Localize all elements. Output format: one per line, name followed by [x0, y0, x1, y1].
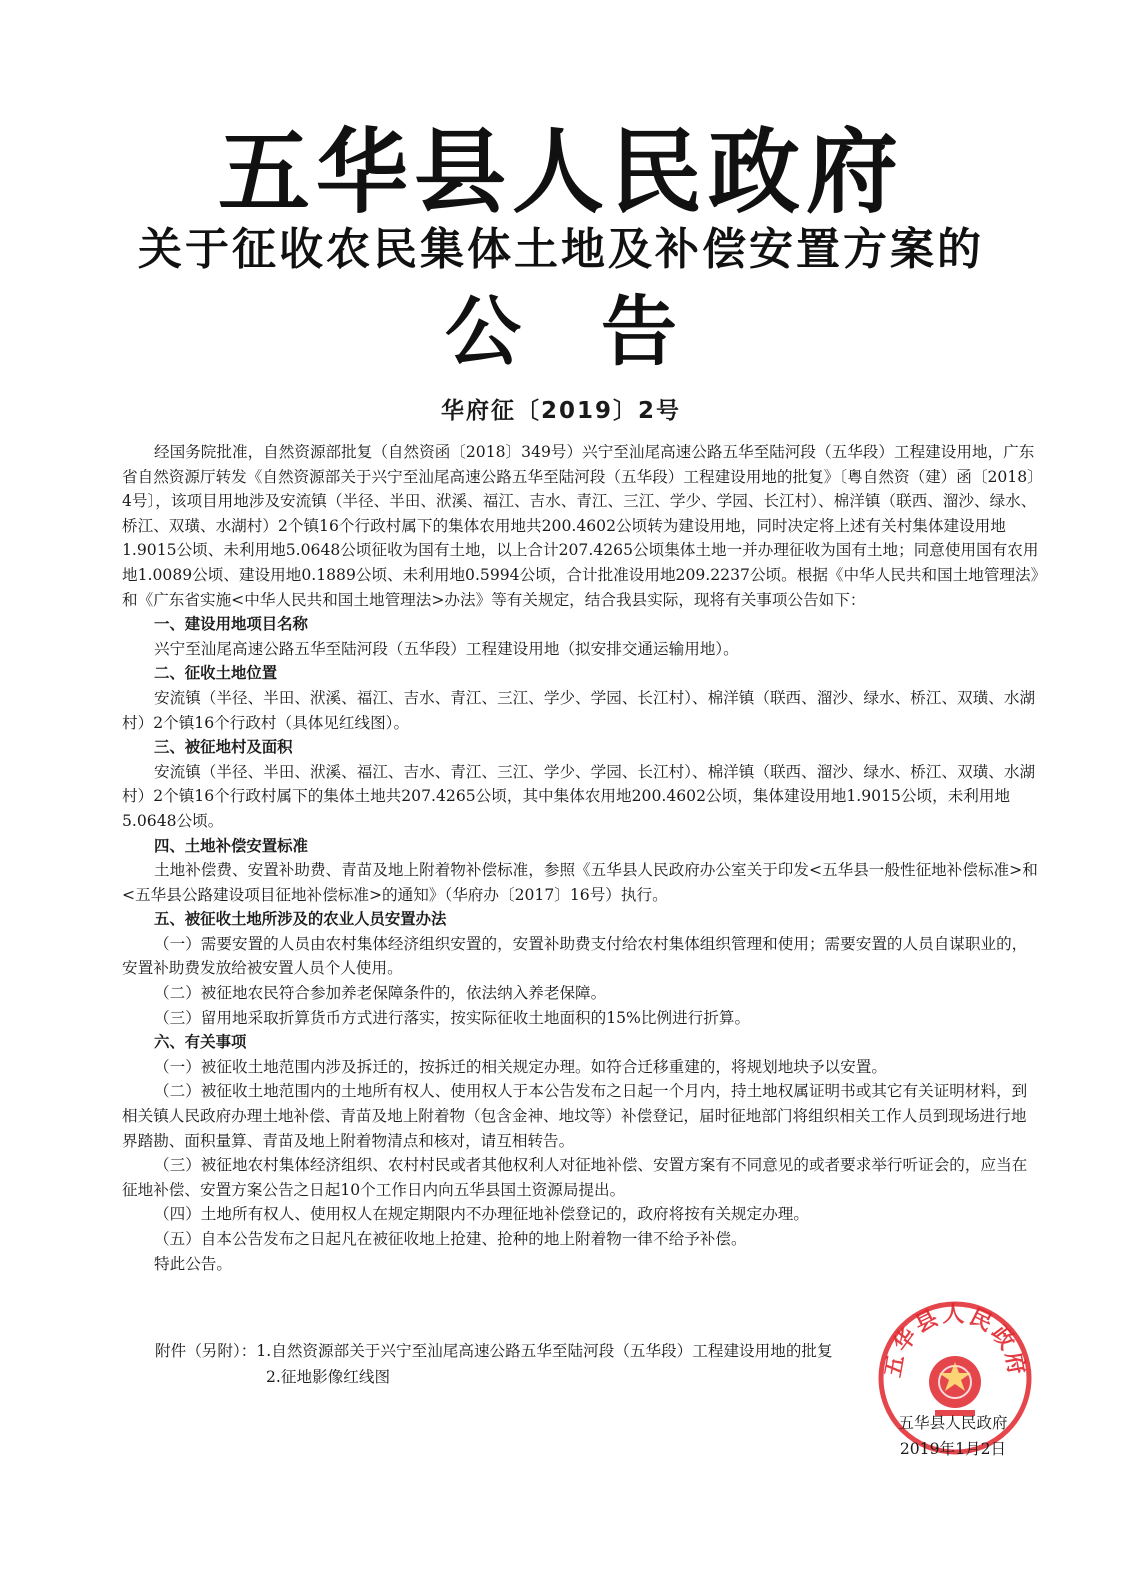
intro-paragraph: 经国务院批准，自然资源部批复（自然资函〔2018〕349号）兴宁至汕尾高速公路五华至陆河段（五华段）工程建设用地，广东省自然资源厅转发《自然资源部关于兴宁至汕尾高速公路五华至陆河段（五华段）工程建设用地的批复》〔粤自然资（建）函〔2018〕4号〕，该项目用地涉及安流镇（半径、半田、洑溪、福江、吉水、青江、三江、学少、学园、长江村）、棉洋镇（联西、溜沙、绿水、桥江、双璜、水湖村）2个镇16个行政村属下的集体农用地共200.4602公顷转为建设用地，同时决定将上述有关村集体建设用地1.9015公顷、未利用地5.0648公顷征收为国有土地，以上合计207.4265公顷集体土地一并办理征收为国有土地；同意使用国有农用地1.0089公顷、建设用地0.1889公顷、未利用地0.5994公顷，合计批准设用地209.2237公顷。根据《中华人民共和国土地管理法》和《广东省实施<中华人民共和国土地管理法>办法》等有关规定，结合我县实际，现将有关事项公告如下：: [122, 443, 1039, 609]
section-heading-3: 三、被征地村及面积: [154, 738, 293, 757]
section-5-item: （三）留用地采取折算货币方式进行落实，按实际征收土地面积的15%比例进行折算。: [154, 1008, 751, 1027]
section-6-item: （一）被征收土地范围内涉及拆迁的，按拆迁的相关规定办理。如符合迁移重建的，将规划地块予以安置。: [154, 1057, 887, 1076]
seal-text: 五华县人民政府: [880, 1302, 1030, 1380]
signing-organization: 五华县人民政府: [898, 1414, 1008, 1432]
section-text-2: 安流镇（半径、半田、洑溪、福江、吉水、青江、三江、学少、学园、长江村）、棉洋镇（联西、溜沙、绿水、桥江、双璜、水湖村）2个镇16个行政村（具体见红线图）。: [122, 688, 1036, 732]
section-5-item: （一）需要安置的人员由农村集体经济组织安置的，安置补助费支付给农村集体组织管理和使用；需要安置的人员自谋职业的，安置补助费发放给被安置人员个人使用。: [122, 934, 1028, 978]
signature-block: [868, 1410, 1038, 1462]
section-heading-6: 六、有关事项: [154, 1033, 247, 1052]
section-heading-1: 一、建设用地项目名称: [154, 615, 308, 634]
section-6-item: （五）自本公告发布之日起凡在被征收地上抢建、抢种的地上附着物一律不给予补偿。: [154, 1230, 747, 1248]
section-6-item: （二）被征收土地范围内的土地所有权人、使用权人于本公告发布之日起一个月内，持土地权属证明书或其它有关证明材料，到相关镇人民政府办理土地补偿、青苗及地上附着物（包含金神、地坟等）补偿登记，届时征地部门将组织相关工作人员到现场进行地界踏勘、面积量算、青苗及地上附着物清点和核对，请互相转告。: [122, 1082, 1028, 1150]
document-number: 华府征〔2019〕2号: [440, 398, 682, 424]
attachment-line-2: 2.征地影像红线图: [266, 1368, 391, 1386]
document-subtitle: 关于征收农民集体土地及补偿安置方案的: [138, 224, 984, 275]
notice-body: [122, 440, 1042, 1276]
section-6-item: （四）土地所有权人、使用权人在规定期限内不办理征地补偿登记的，政府将按有关规定办理。: [154, 1205, 809, 1224]
section-5-item: （二）被征地农民符合参加养老保障条件的，依法纳入养老保障。: [154, 984, 607, 1003]
section-text-4: 土地补偿费、安置补助费、青苗及地上附着物补偿标准，参照《五华县人民政府办公室关于印发<五华县一般性征地补偿标准>和<五华县公路建设项目征地补偿标准>的通知》（华府办〔2017〕16号）执行。: [122, 861, 1038, 904]
signing-date: 2019年1月2日: [899, 1440, 1007, 1458]
closing-text: 特此公告。: [154, 1254, 232, 1273]
attachment-line-1: 附件（另附）：1.自然资源部关于兴宁至汕尾高速公路五华至陆河段（五华段）工程建设用地的批复: [155, 1342, 833, 1360]
document-title: 五华县人民政府: [217, 119, 904, 226]
section-heading-4: 四、土地补偿安置标准: [154, 836, 308, 855]
section-6-item: （三）被征地农村集体经济组织、农村村民或者其他权利人对征地补偿、安置方案有不同意见的或者要求举行听证会的，应当在征地补偿、安置方案公告之日起10个工作日内向五华县国土资源局提出。: [122, 1156, 1028, 1199]
attachments: [155, 1338, 915, 1390]
section-text-3: 安流镇（半径、半田、洑溪、福江、吉水、青江、三江、学少、学园、长江村）、棉洋镇（联西、溜沙、绿水、桥江、双璜、水湖村）2个镇16个行政村属下的集体土地共207.4265公顷，其中集体农用地200.4602公顷，集体建设用地1.9015公顷，未利用地5.0648公顷。: [122, 762, 1036, 830]
notice-heading: 公告: [445, 287, 757, 376]
section-heading-2: 二、征收土地位置: [154, 664, 278, 683]
section-heading-5: 五、被征收土地所涉及的农业人员安置办法: [154, 910, 447, 929]
section-text-1: 兴宁至汕尾高速公路五华至陆河段（五华段）工程建设用地（拟安排交通运输用地）。: [154, 639, 739, 658]
